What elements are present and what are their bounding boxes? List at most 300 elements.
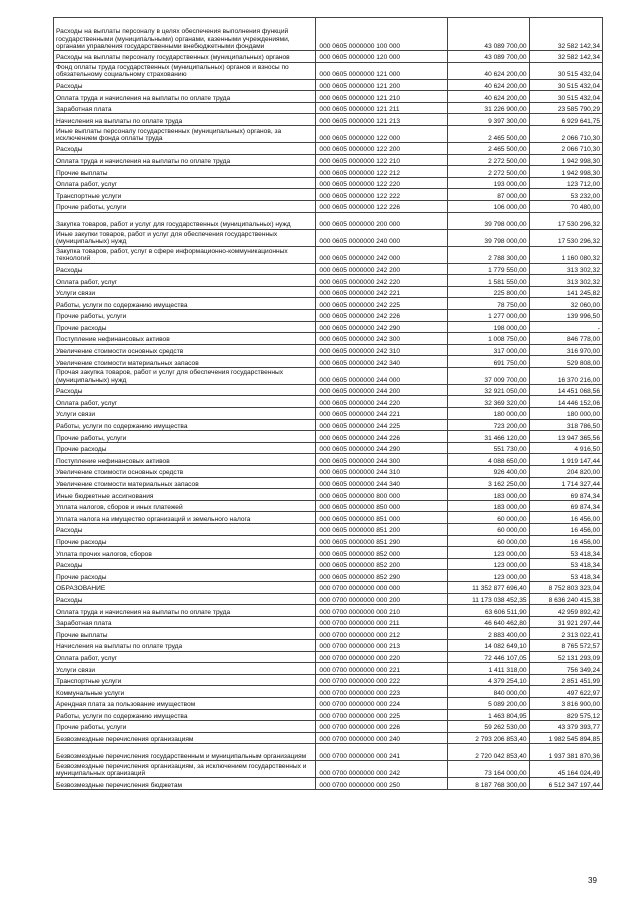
approved-amount: 2 883 400,00 [448,628,529,640]
approved-amount: 723 200,00 [448,419,529,431]
row-label: Прочие работы, услуги [54,721,316,733]
approved-amount: 2 720 042 853,40 [448,744,529,761]
approved-amount: 2 788 300,00 [448,246,529,263]
table-row [54,102,603,114]
row-code: 000 0700 0000000 000 240 [316,732,448,744]
row-label: Прочие работы, услуги [54,431,316,443]
row-code: 000 0605 0000000 852 000 [316,547,448,559]
approved-amount: 78 750,00 [448,298,529,310]
row-code: 000 0605 0000000 122 212 [316,166,448,178]
approved-amount: 317 000,00 [448,344,529,356]
executed-amount: 31 921 297,44 [529,616,602,628]
approved-amount: 1 463 804,95 [448,709,529,721]
approved-amount: 60 000,00 [448,535,529,547]
executed-amount: 16 370 216,00 [529,367,602,384]
row-code: 000 0605 0000000 242 340 [316,356,448,368]
table-row [54,639,603,651]
executed-amount: 8 752 803 323,04 [529,581,602,593]
approved-amount: 2 793 206 853,40 [448,732,529,744]
executed-amount: 2 313 022,41 [529,628,602,640]
table-row [54,333,603,345]
row-code: 000 0700 0000000 000 213 [316,639,448,651]
row-label: Заработная плата [54,616,316,628]
executed-amount: 1 919 147,44 [529,454,602,466]
table-row [54,628,603,640]
table-row [54,570,603,582]
row-code: 000 0605 0000000 122 226 [316,200,448,212]
row-label: Оплата труда и начисления на выплаты по оплате труда [54,91,316,103]
row-label: ОБРАЗОВАНИЕ [54,581,316,593]
executed-amount: 6 512 347 197,44 [529,778,602,790]
row-code: 000 0605 0000000 242 226 [316,309,448,321]
approved-amount: 183 000,00 [448,489,529,501]
approved-amount: 123 000,00 [448,570,529,582]
row-label: Прочие расходы [54,570,316,582]
table-row [54,663,603,675]
approved-amount: 60 000,00 [448,512,529,524]
table-row [54,674,603,686]
table-row [54,535,603,547]
table-row [54,593,603,605]
row-code: 000 0605 0000000 121 210 [316,91,448,103]
approved-amount: 198 000,00 [448,321,529,333]
budget-table [53,17,603,790]
approved-amount: 40 624 200,00 [448,91,529,103]
approved-amount: 225 800,00 [448,286,529,298]
row-label: Прочие выплаты [54,628,316,640]
table-row [54,62,603,79]
executed-amount: 53 418,34 [529,570,602,582]
row-code: 000 0700 0000000 000 241 [316,744,448,761]
row-code: 000 0700 0000000 000 226 [316,721,448,733]
approved-amount: 40 624 200,00 [448,79,529,91]
row-label: Закупка товаров, работ и услуг для государственных (муниципальных) нужд [54,212,316,229]
table-row [54,778,603,790]
executed-amount: 1 942 998,30 [529,166,602,178]
executed-amount: 829 575,12 [529,709,602,721]
row-code: 000 0700 0000000 000 222 [316,674,448,686]
row-label: Оплата работ, услуг [54,177,316,189]
row-label: Фонд оплаты труда государственных (муниципальных) органов и взносы по обязательному социальному страхованию [54,62,316,79]
table-row [54,651,603,663]
executed-amount: 32 582 142,34 [529,51,602,63]
row-code: 000 0605 0000000 121 213 [316,114,448,126]
row-code: 000 0605 0000000 122 210 [316,154,448,166]
row-code: 000 0700 0000000 000 224 [316,697,448,709]
executed-amount: 180 000,00 [529,408,602,420]
executed-amount: 1 160 080,32 [529,246,602,263]
executed-amount: 123 712,00 [529,177,602,189]
table-row [54,177,603,189]
row-label: Расходы на выплаты персоналу государственных (муниципальных) органов [54,51,316,63]
row-code: 000 0605 0000000 242 000 [316,246,448,263]
table-row [54,142,603,154]
table-row [54,51,603,63]
row-code: 000 0700 0000000 000 242 [316,761,448,778]
table-row [54,581,603,593]
executed-amount: 313 302,32 [529,275,602,287]
table-row [54,697,603,709]
row-code: 000 0605 0000000 244 200 [316,384,448,396]
approved-amount: 193 000,00 [448,177,529,189]
table-row [54,114,603,126]
executed-amount: 32 582 142,34 [529,18,602,51]
table-row [54,246,603,263]
approved-amount: 2 465 500,00 [448,142,529,154]
executed-amount: 3 816 900,00 [529,697,602,709]
row-label: Закупка товаров, работ, услуг в сфере информационно-коммуникационных технологий [54,246,316,263]
executed-amount: 16 456,00 [529,512,602,524]
approved-amount: 8 187 768 300,00 [448,778,529,790]
row-label: Уплата налога на имущество организаций и земельного налога [54,512,316,524]
approved-amount: 46 640 462,80 [448,616,529,628]
row-label: Увеличение стоимости основных средств [54,466,316,478]
executed-amount: 529 808,00 [529,356,602,368]
row-label: Безвозмездные перечисления организациям, за исключением государственных и муниципальных организаций [54,761,316,778]
approved-amount: 31 226 900,00 [448,102,529,114]
table-row [54,275,603,287]
executed-amount: 2 851 451,99 [529,674,602,686]
row-label: Работы, услуги по содержанию имущества [54,298,316,310]
row-label: Расходы [54,524,316,536]
approved-amount: 840 000,00 [448,686,529,698]
executed-amount: 1 937 381 870,36 [529,744,602,761]
row-label: Оплата труда и начисления на выплаты по оплате труда [54,605,316,617]
table-row [54,79,603,91]
approved-amount: 2 272 500,00 [448,154,529,166]
approved-amount: 72 446 107,05 [448,651,529,663]
table-row [54,166,603,178]
approved-amount: 551 730,00 [448,442,529,454]
row-label: Оплата работ, услуг [54,275,316,287]
table-row [54,367,603,384]
approved-amount: 39 798 000,00 [448,212,529,229]
approved-amount: 87 000,00 [448,189,529,201]
table-row [54,154,603,166]
row-code: 000 0605 0000000 122 222 [316,189,448,201]
approved-amount: 63 606 511,90 [448,605,529,617]
row-label: Услуги связи [54,408,316,420]
row-label: Оплата работ, услуг [54,651,316,663]
executed-amount: 1 714 327,44 [529,477,602,489]
executed-amount: 53 418,34 [529,547,602,559]
executed-amount: 141 245,82 [529,286,602,298]
row-code: 000 0605 0000000 121 211 [316,102,448,114]
table-row [54,558,603,570]
executed-amount: 42 959 892,42 [529,605,602,617]
approved-amount: 2 272 500,00 [448,166,529,178]
approved-amount: 123 000,00 [448,558,529,570]
row-code: 000 0700 0000000 000 223 [316,686,448,698]
row-label: Работы, услуги по содержанию имущества [54,709,316,721]
row-code: 000 0605 0000000 240 000 [316,229,448,246]
row-label: Расходы [54,79,316,91]
table-row [54,212,603,229]
table-row [54,744,603,761]
executed-amount: 8 765 572,57 [529,639,602,651]
table-row [54,547,603,559]
approved-amount: 691 750,00 [448,356,529,368]
approved-amount: 1 411 318,00 [448,663,529,675]
executed-amount: 17 530 296,32 [529,229,602,246]
executed-amount: 14 451 068,56 [529,384,602,396]
row-code: 000 0605 0000000 242 220 [316,275,448,287]
table-row [54,309,603,321]
row-label: Арендная плата за пользование имуществом [54,697,316,709]
approved-amount: 40 624 200,00 [448,62,529,79]
row-label: Прочие работы, услуги [54,200,316,212]
executed-amount: 53 232,00 [529,189,602,201]
row-code: 000 0605 0000000 244 000 [316,367,448,384]
executed-amount: 497 622,97 [529,686,602,698]
approved-amount: 4 088 650,00 [448,454,529,466]
row-label: Услуги связи [54,663,316,675]
row-label: Безвозмездные перечисления организациям [54,732,316,744]
row-label: Расходы на выплаты персоналу в целях обеспечения выполнения функций государственными (муниципальными) органами, казенными учреждениями, органами управления государственными внебюджетными фондами [54,18,316,51]
row-label: Прочая закупка товаров, работ и услуг для обеспечения государственных (муниципальных) нужд [54,367,316,384]
row-code: 000 0605 0000000 852 290 [316,570,448,582]
approved-amount: 1 581 550,00 [448,275,529,287]
row-label: Расходы [54,384,316,396]
approved-amount: 59 262 530,00 [448,721,529,733]
approved-amount: 14 082 649,10 [448,639,529,651]
approved-amount: 2 465 500,00 [448,125,529,142]
budget-table-body [54,18,603,790]
row-code: 000 0605 0000000 122 200 [316,142,448,154]
executed-amount: 53 418,34 [529,558,602,570]
approved-amount: 11 352 877 696,40 [448,581,529,593]
row-code: 000 0605 0000000 122 220 [316,177,448,189]
row-code: 000 0700 0000000 000 212 [316,628,448,640]
row-label: Иные бюджетные ассигнования [54,489,316,501]
row-label: Увеличение стоимости материальных запасов [54,356,316,368]
row-code: 000 0605 0000000 244 225 [316,419,448,431]
row-label: Поступление нефинансовых активов [54,454,316,466]
row-label: Начисления на выплаты по оплате труда [54,639,316,651]
approved-amount: 3 162 250,00 [448,477,529,489]
approved-amount: 43 089 700,00 [448,51,529,63]
executed-amount: 139 996,50 [529,309,602,321]
row-code: 000 0700 0000000 000 250 [316,778,448,790]
row-code: 000 0700 0000000 000 221 [316,663,448,675]
approved-amount: 9 397 300,00 [448,114,529,126]
table-row [54,431,603,443]
row-code: 000 0605 0000000 244 221 [316,408,448,420]
executed-amount: 14 446 152,06 [529,396,602,408]
executed-amount: 846 778,00 [529,333,602,345]
row-code: 000 0700 0000000 000 211 [316,616,448,628]
approved-amount: 32 921 050,00 [448,384,529,396]
table-row [54,18,603,51]
row-code: 000 0605 0000000 244 300 [316,454,448,466]
row-code: 000 0605 0000000 244 220 [316,396,448,408]
table-row [54,384,603,396]
executed-amount: 69 874,34 [529,489,602,501]
row-code: 000 0605 0000000 242 225 [316,298,448,310]
executed-amount: 16 456,00 [529,524,602,536]
executed-amount: 16 456,00 [529,535,602,547]
executed-amount: 30 515 432,04 [529,79,602,91]
table-row [54,500,603,512]
table-row [54,512,603,524]
row-label: Безвозмездные перечисления государственным и муниципальным организациям [54,744,316,761]
row-code: 000 0605 0000000 851 290 [316,535,448,547]
row-label: Расходы [54,142,316,154]
budget-table-sheet [53,17,603,790]
executed-amount: 4 916,50 [529,442,602,454]
approved-amount: 926 400,00 [448,466,529,478]
executed-amount: 30 515 432,04 [529,91,602,103]
executed-amount: 45 164 024,49 [529,761,602,778]
row-label: Оплата работ, услуг [54,396,316,408]
row-code: 000 0605 0000000 851 000 [316,512,448,524]
executed-amount: 43 379 393,77 [529,721,602,733]
table-row [54,189,603,201]
executed-amount: 23 585 790,29 [529,102,602,114]
table-row [54,454,603,466]
row-label: Увеличение стоимости основных средств [54,344,316,356]
approved-amount: 39 798 000,00 [448,229,529,246]
executed-amount: 1 982 545 894,85 [529,732,602,744]
table-row [54,286,603,298]
row-label: Прочие выплаты [54,166,316,178]
executed-amount: 6 929 641,75 [529,114,602,126]
row-label: Прочие расходы [54,321,316,333]
row-code: 000 0605 0000000 244 310 [316,466,448,478]
executed-amount: 1 942 998,30 [529,154,602,166]
executed-amount: 316 970,00 [529,344,602,356]
executed-amount: 70 480,00 [529,200,602,212]
table-row [54,442,603,454]
row-label: Иные выплаты персоналу государственных (муниципальных) органов, за исключением фонда оплаты труда [54,125,316,142]
executed-amount: 8 636 240 415,38 [529,593,602,605]
row-code: 000 0605 0000000 800 000 [316,489,448,501]
row-code: 000 0605 0000000 851 200 [316,524,448,536]
executed-amount: 52 131 293,09 [529,651,602,663]
row-code: 000 0605 0000000 242 221 [316,286,448,298]
table-row [54,91,603,103]
row-label: Услуги связи [54,286,316,298]
page-number: 39 [588,876,597,885]
row-code: 000 0605 0000000 244 290 [316,442,448,454]
row-code: 000 0605 0000000 242 300 [316,333,448,345]
row-code: 000 0605 0000000 120 000 [316,51,448,63]
table-row [54,489,603,501]
row-label: Транспортные услуги [54,674,316,686]
executed-amount: 17 530 296,32 [529,212,602,229]
row-label: Уплата прочих налогов, сборов [54,547,316,559]
table-row [54,321,603,333]
table-row [54,709,603,721]
row-label: Расходы [54,558,316,570]
approved-amount: 1 277 000,00 [448,309,529,321]
row-label: Работы, услуги по содержанию имущества [54,419,316,431]
executed-amount: - [529,321,602,333]
row-label: Безвозмездные перечисления бюджетам [54,778,316,790]
row-code: 000 0605 0000000 244 226 [316,431,448,443]
executed-amount: 313 302,32 [529,263,602,275]
executed-amount: 69 874,34 [529,500,602,512]
executed-amount: 2 066 710,30 [529,125,602,142]
row-label: Заработная плата [54,102,316,114]
row-code: 000 0605 0000000 242 200 [316,263,448,275]
row-label: Поступление нефинансовых активов [54,333,316,345]
row-label: Уплата налогов, сборов и иных платежей [54,500,316,512]
row-code: 000 0605 0000000 122 000 [316,125,448,142]
approved-amount: 106 000,00 [448,200,529,212]
row-code: 000 0700 0000000 000 000 [316,581,448,593]
row-label: Прочие работы, услуги [54,309,316,321]
table-row [54,356,603,368]
row-label: Прочие расходы [54,535,316,547]
row-code: 000 0605 0000000 244 340 [316,477,448,489]
executed-amount: 13 947 365,56 [529,431,602,443]
row-code: 000 0700 0000000 000 210 [316,605,448,617]
row-code: 000 0605 0000000 850 000 [316,500,448,512]
executed-amount: 318 786,50 [529,419,602,431]
executed-amount: 32 060,00 [529,298,602,310]
executed-amount: 756 349,24 [529,663,602,675]
table-row [54,605,603,617]
row-code: 000 0605 0000000 852 200 [316,558,448,570]
table-row [54,408,603,420]
row-label: Транспортные услуги [54,189,316,201]
row-code: 000 0605 0000000 200 000 [316,212,448,229]
row-code: 000 0605 0000000 121 200 [316,79,448,91]
table-row [54,686,603,698]
approved-amount: 32 369 320,00 [448,396,529,408]
approved-amount: 37 009 700,00 [448,367,529,384]
row-label: Увеличение стоимости материальных запасов [54,477,316,489]
table-row [54,732,603,744]
approved-amount: 183 000,00 [448,500,529,512]
approved-amount: 1 008 750,00 [448,333,529,345]
row-label: Расходы [54,593,316,605]
table-row [54,616,603,628]
approved-amount: 73 164 000,00 [448,761,529,778]
approved-amount: 60 000,00 [448,524,529,536]
row-code: 000 0605 0000000 242 290 [316,321,448,333]
table-row [54,263,603,275]
executed-amount: 2 066 710,30 [529,142,602,154]
table-row [54,721,603,733]
row-code: 000 0605 0000000 121 000 [316,62,448,79]
row-code: 000 0700 0000000 000 225 [316,709,448,721]
executed-amount: 204 820,00 [529,466,602,478]
table-row [54,477,603,489]
row-code: 000 0605 0000000 242 310 [316,344,448,356]
table-row [54,200,603,212]
row-label: Расходы [54,263,316,275]
table-row [54,396,603,408]
approved-amount: 123 000,00 [448,547,529,559]
approved-amount: 5 089 200,00 [448,697,529,709]
row-label: Коммунальные услуги [54,686,316,698]
approved-amount: 31 466 120,00 [448,431,529,443]
row-code: 000 0700 0000000 000 200 [316,593,448,605]
row-label: Начисления на выплаты по оплате труда [54,114,316,126]
table-row [54,419,603,431]
table-row [54,298,603,310]
approved-amount: 180 000,00 [448,408,529,420]
table-row [54,229,603,246]
table-row [54,466,603,478]
row-label: Прочие расходы [54,442,316,454]
approved-amount: 11 173 038 452,35 [448,593,529,605]
table-row [54,761,603,778]
table-row [54,524,603,536]
approved-amount: 4 379 254,10 [448,674,529,686]
